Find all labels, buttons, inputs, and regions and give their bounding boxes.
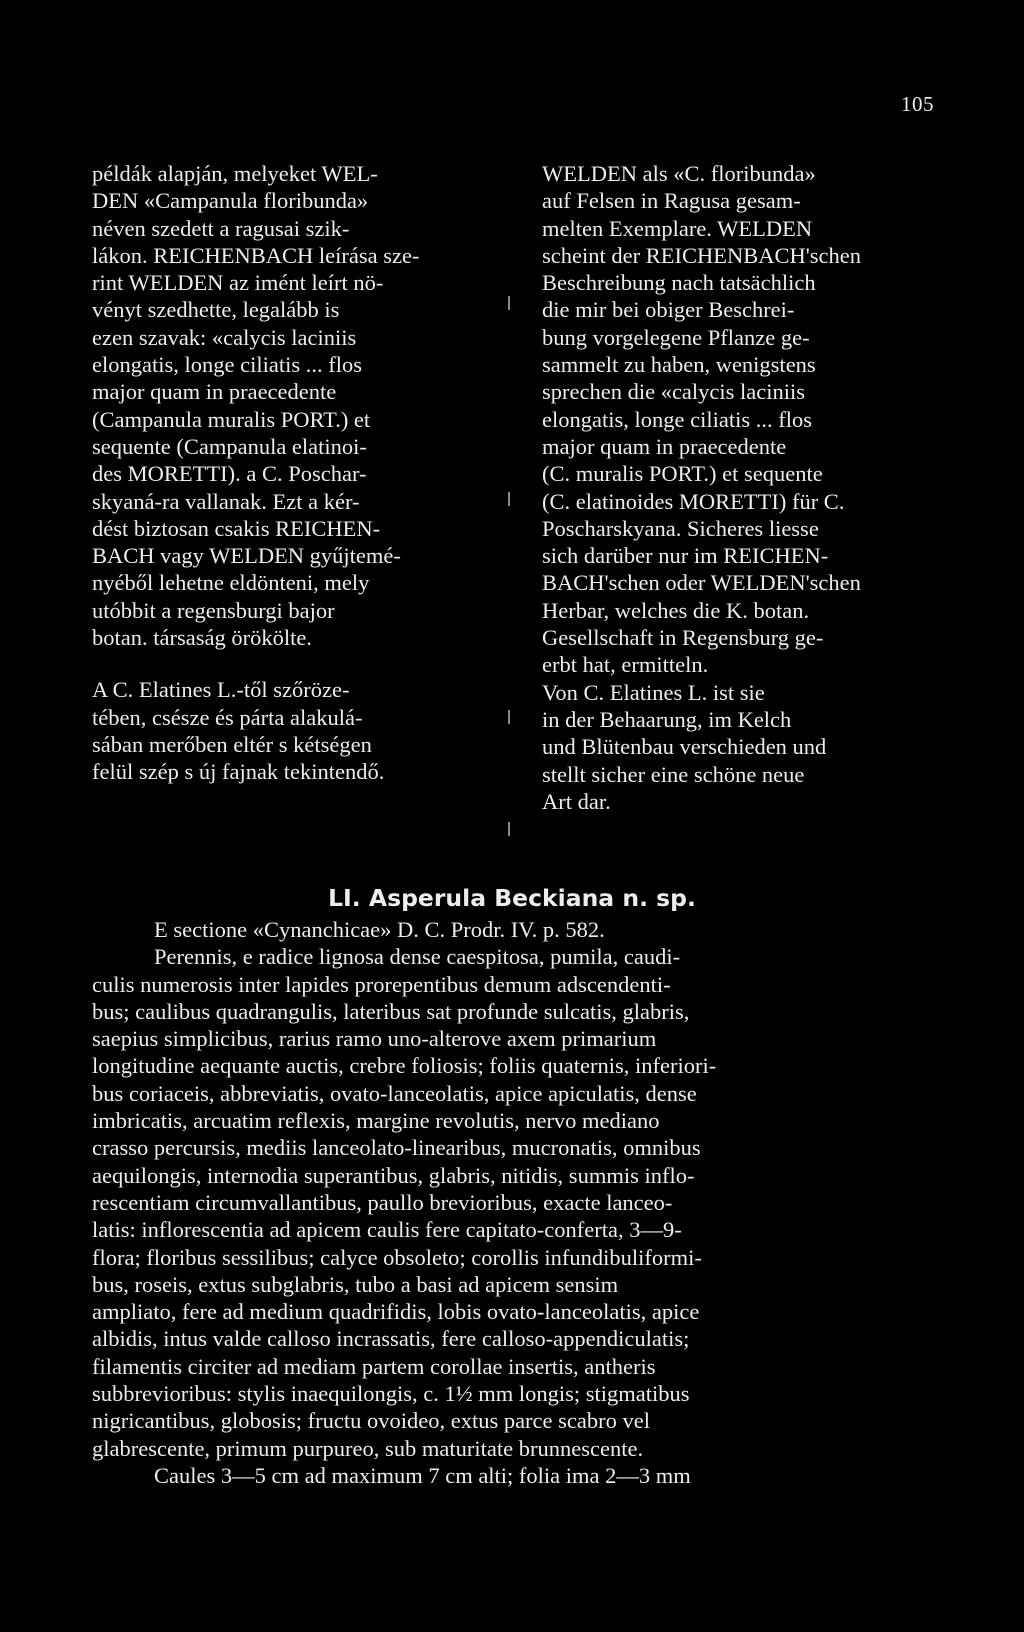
text-line: lákon. REICHENBACH leírása sze- <box>92 242 420 268</box>
text-line: BACH'schen oder WELDEN'schen <box>542 570 861 596</box>
text-line: sában merőben eltér s kétségen <box>92 731 372 757</box>
text-line: E sectione «Cynanchicae» D. C. Prodr. IV. p. 582. <box>154 917 605 942</box>
text-line: Perennis, e radice lignosa dense caespitosa, pumila, caudi- <box>154 944 681 970</box>
text-line: nyéből lehetne eldönteni, mely <box>92 570 370 596</box>
left-paragraph-1 <box>92 160 476 651</box>
text-line: sprechen die «calycis laciniis <box>542 379 806 405</box>
text-line: auf Felsen in Ragusa gesam- <box>542 188 801 214</box>
text-line: bus, roseis, extus subglabris, tubo a basi ad apicem sensim <box>92 1271 619 1297</box>
text-line: saepius simplicibus, rarius ramo uno-alterove axem primarium <box>92 1026 657 1052</box>
text-line: subbrevioribus: stylis inaequilongis, c. 1½ mm longis; stigmatibus <box>92 1381 690 1407</box>
text-line: erbt hat, ermitteln. <box>542 652 709 678</box>
text-line: elongatis, longe ciliatis ... flos <box>92 352 362 378</box>
text-line: tében, csésze és párta alakulá- <box>92 704 363 730</box>
text-line: Beschreibung nach tatsächlich <box>542 270 816 296</box>
text-line: vényt szedhette, legalább is <box>92 297 340 323</box>
text-line: ezen szavak: «calycis laciniis <box>92 324 357 350</box>
text-line: Art dar. <box>542 788 611 814</box>
text-line: sequente (Campanula elatinoi- <box>92 433 367 459</box>
text-line: und Blütenbau verschieden und <box>542 734 827 760</box>
text-line: filamentis circiter ad mediam partem corollae insertis, antheris <box>92 1353 656 1379</box>
text-line: melten Exemplare. WELDEN <box>542 215 813 241</box>
text-line: albidis, intus valde calloso incrassatis, fere calloso-appendiculatis; <box>92 1326 690 1352</box>
column-rule-mark <box>508 710 510 724</box>
text-line: (C. elatinoides MORETTI) für C. <box>542 488 845 514</box>
text-line: culis numerosis inter lapides prorepentibus demum adscendenti- <box>92 971 671 997</box>
text-line: felül szép s új fajnak tekintendő. <box>92 759 385 785</box>
text-line: sammelt zu haben, wenigstens <box>542 352 816 378</box>
text-line: scheint der REICHENBACH'schen <box>542 242 861 268</box>
text-line: major quam in praecedente <box>542 433 787 459</box>
text-line: Gesellschaft in Regensburg ge- <box>542 625 824 651</box>
text-line: crasso percursis, mediis lanceolato-linearibus, mucronatis, omnibus <box>92 1135 701 1161</box>
text-line: ampliato, fere ad medium quadrifidis, lobis ovato-lanceolatis, apice <box>92 1299 700 1325</box>
right-paragraph-2 <box>542 679 932 815</box>
column-rule-mark <box>508 296 510 310</box>
text-line: Poscharskyana. Sicheres liesse <box>542 515 819 541</box>
text-line: példák alapján, melyeket WEL- <box>92 161 378 186</box>
column-rule-mark <box>508 822 510 836</box>
text-line: rescentiam circumvallantibus, paullo brevioribus, exacte lanceo- <box>92 1189 673 1215</box>
text-line: bung vorgelegene Pflanze ge- <box>542 324 810 350</box>
text-line: utóbbit a regensburgi bajor <box>92 597 335 623</box>
text-line: BACH vagy WELDEN gyűjtemé- <box>92 543 401 569</box>
text-line: WELDEN als «C. floribunda» <box>542 161 816 186</box>
text-line: die mir bei obiger Beschrei- <box>542 297 795 323</box>
text-line: bus coriaceis, abbreviatis, ovato-lanceolatis, apice apiculatis, dense <box>92 1080 697 1106</box>
page-number: 105 <box>901 92 934 116</box>
section-heading: LI. Asperula Beckiana n. sp. <box>328 884 696 912</box>
text-line: Caules 3—5 cm ad maximum 7 cm alti; folia ima 2—3 mm <box>154 1462 691 1488</box>
text-line: latis: inflorescentia ad apicem caulis fere capitato-conferta, 3—9- <box>92 1217 682 1243</box>
text-line: rint WELDEN az imént leírt nö- <box>92 270 384 296</box>
left-column-hungarian <box>92 160 476 786</box>
text-line: flora; floribus sessilibus; calyce obsoleto; corollis infundibuliformi- <box>92 1244 702 1270</box>
text-line: néven szedett a ragusai szik- <box>92 215 350 241</box>
column-rule-mark <box>508 492 510 506</box>
text-line: longitudine aequante auctis, crebre foliosis; foliis quaternis, inferiori- <box>92 1053 717 1079</box>
text-line: imbricatis, arcuatim reflexis, margine revolutis, nervo mediano <box>92 1108 660 1134</box>
text-line: des MORETTI). a C. Poschar- <box>92 461 367 487</box>
text-line: (Campanula muralis PORT.) et <box>92 406 371 432</box>
text-line: Von C. Elatines L. ist sie <box>542 679 765 705</box>
text-line: dést biztosan csakis REICHEN- <box>92 515 381 541</box>
text-line: nigricantibus, globosis; fructu ovoideo, extus parce scabro vel <box>92 1408 650 1434</box>
text-line: Herbar, welches die K. botan. <box>542 597 810 623</box>
text-line: botan. társaság örökölte. <box>92 625 312 651</box>
left-paragraph-2 <box>92 676 476 785</box>
text-line: bus; caulibus quadrangulis, lateribus sat profunde sulcatis, glabris, <box>92 998 690 1024</box>
text-line: in der Behaarung, im Kelch <box>542 706 792 732</box>
text-line: DEN «Campanula floribunda» <box>92 188 369 214</box>
text-line: sich darüber nur im REICHEN- <box>542 543 829 569</box>
text-line: elongatis, longe ciliatis ... flos <box>542 406 812 432</box>
text-line: A C. Elatines L.-től szőröze- <box>92 677 350 703</box>
text-line: major quam in praecedente <box>92 379 337 405</box>
species-description <box>92 916 932 1489</box>
text-line: stellt sicher eine schöne neue <box>542 761 805 787</box>
right-column-german <box>542 160 932 815</box>
text-line: glabrescente, primum purpureo, sub maturitate brunnescente. <box>92 1435 644 1461</box>
text-line: skyaná-ra vallanak. Ezt a kér- <box>92 488 360 514</box>
text-line: aequilongis, internodia superantibus, glabris, nitidis, summis inflo- <box>92 1162 695 1188</box>
right-paragraph-1 <box>542 160 932 679</box>
text-line: (C. muralis PORT.) et sequente <box>542 461 823 487</box>
